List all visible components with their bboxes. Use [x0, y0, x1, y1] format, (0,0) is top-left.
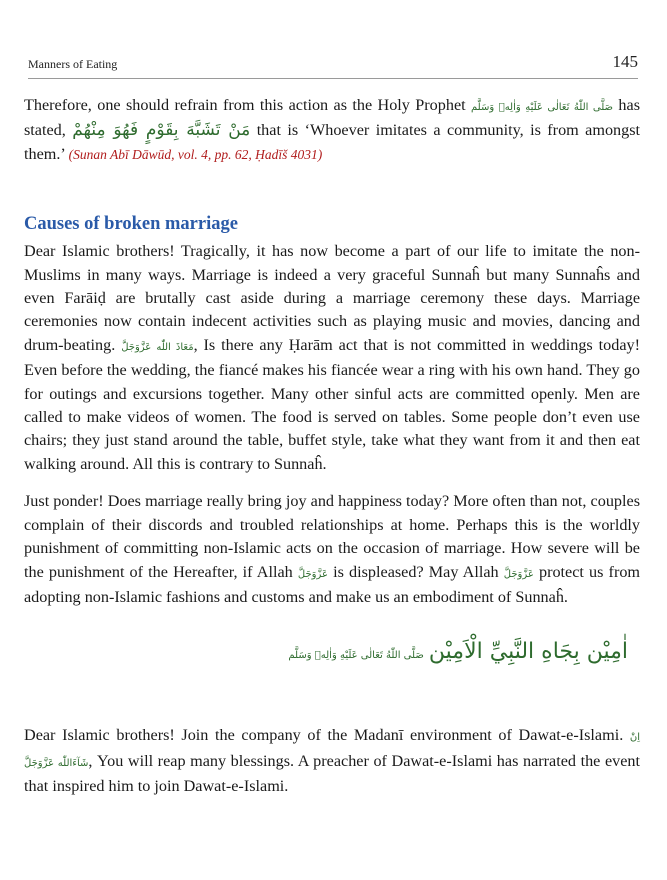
paragraph-text: protect us from adopting non-Islamic fashions and customs and make us an embodiment of Sunnaĥ.	[24, 562, 641, 606]
page-number: 145	[612, 52, 638, 71]
maazallah-arabic: مَعَاذَ اللّٰه عَزَّوَجَلَّ	[121, 341, 194, 353]
citation: (Sunan Abī Dāwūd, vol. 4, pp. 62, Ḥadīš 4031)	[68, 146, 323, 162]
honorific-arabic: صَلَّى اللّٰهُ تَعَالٰى عَلَيْهِ وَاٰلِهٖ وَسَلَّم	[288, 650, 424, 662]
paragraph-marriage	[24, 240, 640, 476]
azza-wajal-arabic: عَزَّوَجَلَّ	[503, 568, 534, 580]
honorific-arabic: صَلَّى اللّٰهُ تَعَالٰى عَلَيْهِ وَاٰلِهٖ وَسَلَّم	[471, 102, 614, 113]
running-head: Manners of Eating	[28, 57, 118, 71]
paragraph-text: Therefore, one should refrain from this action as the Holy Prophet	[24, 96, 466, 114]
paragraph-ponder	[24, 490, 640, 609]
paragraph-text: Dear Islamic brothers! Join the company of the Madanī environment of Dawat-e-Islami.	[24, 726, 624, 745]
dua-line	[24, 639, 640, 664]
azza-wajal-arabic: عَزَّوَجَلَّ	[297, 568, 328, 580]
paragraph-text: Just ponder! Does marriage really bring joy and happiness today? More often than not, couples complain of their discords and troubled relationships at home. Perhaps this is the worldly punishment of committing non-Islamic acts on the occasion of marriage. How severe will be the punishment of the Hereafter, if Allah	[24, 492, 640, 581]
paragraph-text: , You will reap many blessings. A preacher of Dawat-e-Islami has narrated the event that inspired him to join Dawat-e-Islami.	[24, 751, 641, 796]
page-body	[24, 94, 640, 799]
paragraph-invitation	[24, 724, 640, 798]
paragraph-text: is displeased? May Allah	[333, 562, 499, 581]
paragraph-text: Dear Islamic brothers! Tragically, it has now become a part of our life to imitate the non-Muslims in many ways. Marriage is indeed a very graceful Sunnaĥ but many Sunnaĥs and even Farāiḍ are brutally cast aside during a marriage ceremony these days. Marriage ceremonies now contain indecent activities such as playing music and movies, dancing and drum-beating.	[24, 242, 640, 354]
paragraph-hadith	[24, 94, 640, 166]
section-heading: Causes of broken marriage	[24, 214, 238, 235]
paragraph-text: , Is there any Ḥarām act that is not committed in weddings today! Even before the wedding, the fiancé makes his fiancée wear a ring with his own hand. They go for outings and excursions together. Many other sinful acts are committed openly. Men are called to make videos of women. The food is served on tables. Some people don’t even use chairs; they just stand around the table, buffet style, take what they want from it and then eat walking around. All this is contrary to Sunnaĥ.	[24, 335, 640, 473]
page-header	[28, 50, 638, 79]
hadith-arabic: مَنْ تَشَبَّهَ بِقَوْمٍ فَهُوَ مِنْهُمْ	[72, 120, 251, 141]
ameen-dua: اٰمِيْن بِجَاهِ النَّبِيِّ الْاَمِيْن	[428, 639, 628, 665]
inshallah-arabic: اِنْ شَآءَاللّٰه عَزَّوَجَلَّ	[24, 732, 641, 769]
paragraph-text: that is ‘Whoever imitates a community, is from amongst them.’	[24, 121, 641, 163]
paragraph-text: has stated,	[24, 96, 640, 140]
